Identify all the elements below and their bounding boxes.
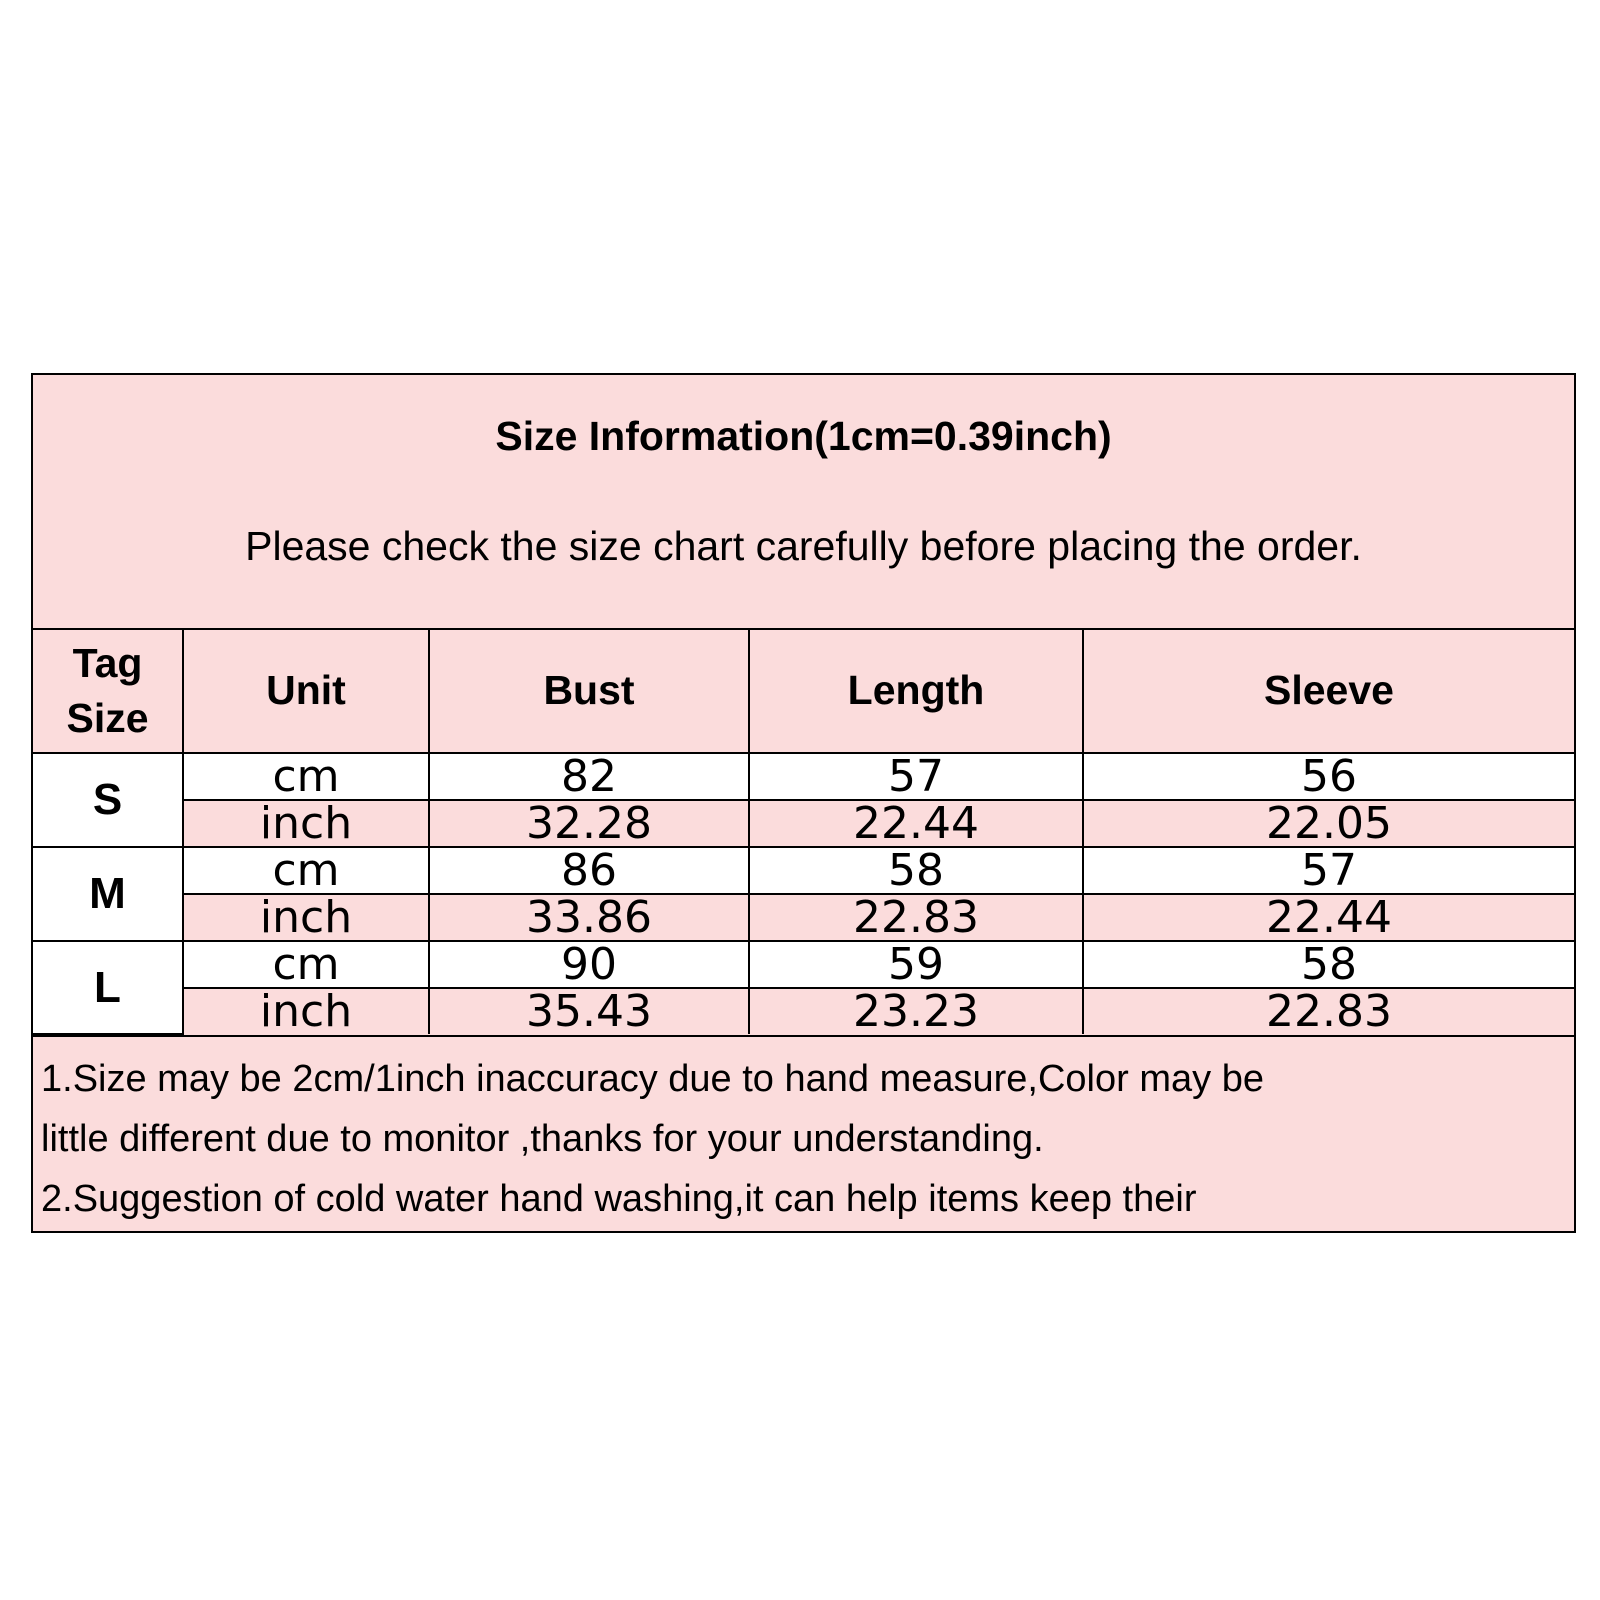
notes-block <box>33 1035 1574 1231</box>
note-line: 2.Suggestion of cold water hand washing,it can help items keep their <box>41 1178 1197 1220</box>
length-cell: 22.83 <box>749 894 1083 941</box>
table-row <box>33 847 1574 894</box>
length-cell: 22.44 <box>749 800 1083 847</box>
unit-cell: inch <box>183 894 429 941</box>
table-row <box>33 988 1574 1034</box>
tag-size-cell: M <box>33 847 183 941</box>
sleeve-cell: 58 <box>1083 941 1574 988</box>
tag-size-cell: L <box>33 941 183 1034</box>
size-chart <box>31 373 1576 1233</box>
unit-cell: inch <box>183 988 429 1034</box>
note-line: 1.Size may be 2cm/1inch inaccuracy due to hand measure,Color may be <box>41 1058 1264 1100</box>
sleeve-cell: 57 <box>1083 847 1574 894</box>
length-cell: 57 <box>749 753 1083 800</box>
unit-cell: cm <box>183 847 429 894</box>
header-tag-size-line2: Size <box>66 695 149 741</box>
length-cell: 58 <box>749 847 1083 894</box>
header-bust: Bust <box>429 630 749 753</box>
bust-cell: 90 <box>429 941 749 988</box>
chart-title: Size Information(1cm=0.39inch) <box>495 413 1112 459</box>
bust-cell: 82 <box>429 753 749 800</box>
unit-cell: cm <box>183 753 429 800</box>
tag-size-cell: S <box>33 753 183 847</box>
header-tag-size <box>33 630 183 753</box>
sleeve-cell: 22.05 <box>1083 800 1574 847</box>
table-row <box>33 753 1574 800</box>
sleeve-cell: 22.44 <box>1083 894 1574 941</box>
header-unit: Unit <box>183 630 429 753</box>
chart-subtitle: Please check the size chart carefully before placing the order. <box>245 523 1362 569</box>
unit-cell: cm <box>183 941 429 988</box>
table-row <box>33 800 1574 847</box>
bust-cell: 86 <box>429 847 749 894</box>
header-length: Length <box>749 630 1083 753</box>
sleeve-cell: 22.83 <box>1083 988 1574 1034</box>
bust-cell: 32.28 <box>429 800 749 847</box>
unit-cell: inch <box>183 800 429 847</box>
length-cell: 59 <box>749 941 1083 988</box>
length-cell: 23.23 <box>749 988 1083 1034</box>
sleeve-cell: 56 <box>1083 753 1574 800</box>
note-line: little different due to monitor ,thanks for your understanding. <box>41 1118 1044 1160</box>
bust-cell: 35.43 <box>429 988 749 1034</box>
title-block <box>33 375 1574 630</box>
header-tag-size-line1: Tag <box>72 639 143 686</box>
size-table <box>33 630 1574 1035</box>
bust-cell: 33.86 <box>429 894 749 941</box>
table-row <box>33 894 1574 941</box>
header-row <box>33 630 1574 753</box>
table-row <box>33 941 1574 988</box>
header-sleeve: Sleeve <box>1083 630 1574 753</box>
